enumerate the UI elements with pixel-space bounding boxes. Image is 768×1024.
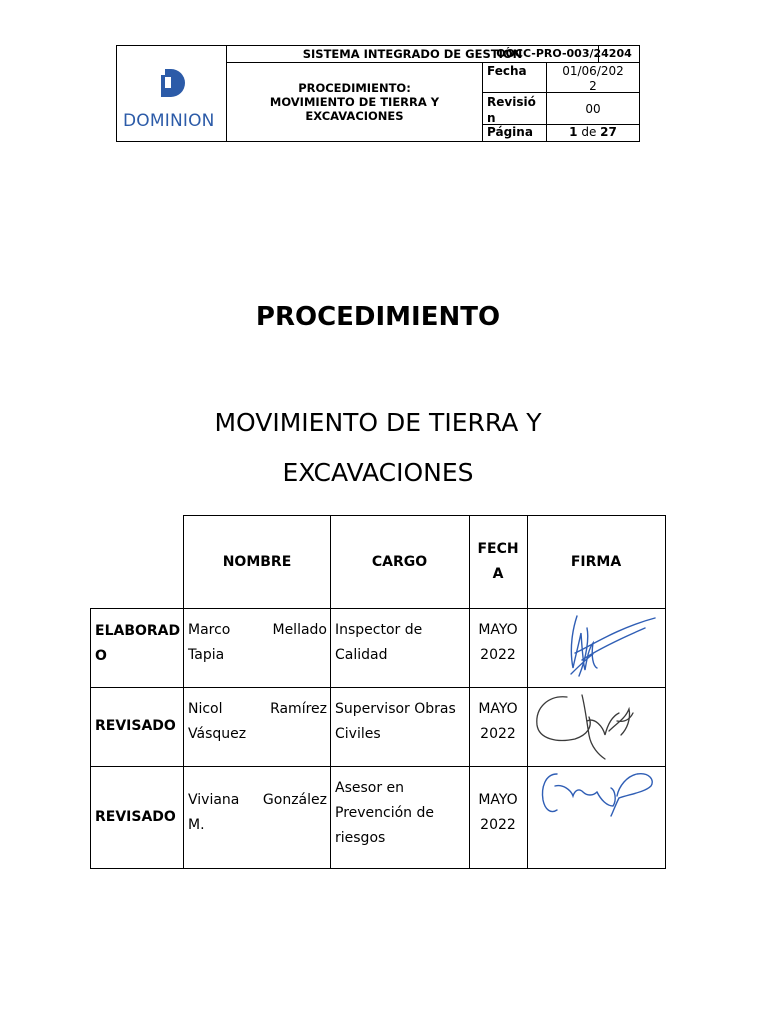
row1-cargo-cell <box>330 608 470 688</box>
pagina-value-cell <box>547 125 639 141</box>
header-fecha <box>469 516 527 608</box>
signature-1-icon <box>527 608 666 688</box>
signature-3-icon <box>527 766 666 869</box>
pagina-value <box>547 125 639 140</box>
row1-name-first: Marco <box>188 622 231 638</box>
fecha-value-line2: 2 <box>589 79 597 93</box>
header-fecha-cell <box>469 515 528 609</box>
row3-cargo-line1: Asesor en <box>335 780 405 796</box>
row2-name-cell <box>183 687 331 767</box>
row1-name-cell <box>183 608 331 688</box>
row3-name-last1: González <box>262 792 327 808</box>
row2-name-last1: Ramírez <box>270 701 327 717</box>
procedure-label: PROCEDIMIENTO: <box>298 81 411 95</box>
row1-year: 2022 <box>480 647 516 663</box>
fecha-label-cell <box>483 63 547 93</box>
fecha-label: Fecha <box>487 64 527 78</box>
header-cargo-cell <box>330 515 470 609</box>
row3-name-last2: M. <box>188 817 205 833</box>
row2-signature-cell <box>527 687 666 767</box>
revision-value: 00 <box>585 101 601 116</box>
row3-signature-cell <box>527 766 666 869</box>
row3-name-cell <box>183 766 331 869</box>
document-code: OOCC-PRO-003/24204 <box>496 47 632 60</box>
pagina-label-cell <box>483 125 547 141</box>
row3-cargo-line2: Prevención de <box>335 805 435 821</box>
document-subtitle-line2: EXCAVACIONES <box>282 458 474 487</box>
row3-cargo-cell <box>330 766 470 869</box>
header-cargo: CARGO <box>371 553 428 570</box>
header-firma-cell <box>527 515 666 609</box>
pagina-total: 27 <box>600 125 617 139</box>
company-logo-cell <box>117 46 227 141</box>
row1-role-cell <box>90 608 184 688</box>
row3-year: 2022 <box>480 817 516 833</box>
row3-date-cell <box>469 766 528 869</box>
row2-year: 2022 <box>480 726 516 742</box>
system-name: SISTEMA INTEGRADO DE GESTIÓN <box>227 46 599 63</box>
revision-value-cell <box>547 93 639 125</box>
row2-cargo-cell <box>330 687 470 767</box>
row1-name-last2: Tapia <box>188 647 225 663</box>
row2-name-last2: Vásquez <box>188 726 247 742</box>
fecha-value-line1: 01/06/202 <box>562 64 624 78</box>
row1-date-cell <box>469 608 528 688</box>
header-firma: FIRMA <box>570 553 622 570</box>
row2-name-line1 <box>188 697 327 722</box>
procedure-title-line2: EXCAVACIONES <box>305 109 404 123</box>
row2-role: REVISADO <box>95 718 176 734</box>
row3-name-line1 <box>188 788 327 813</box>
pagina-de: de <box>581 125 597 139</box>
row1-role-line1: ELABORAD <box>95 623 181 639</box>
revision-label-line1: Revisió <box>487 95 536 109</box>
procedure-title-line1: MOVIMIENTO DE TIERRA Y <box>269 95 440 109</box>
logo-wordmark: DOMINION <box>123 111 215 131</box>
document-subtitle <box>0 398 756 498</box>
row3-name-first: Viviana <box>188 792 240 808</box>
pagina-label: Página <box>487 125 533 139</box>
header-nombre: NOMBRE <box>222 553 292 570</box>
row1-cargo-line1: Inspector de <box>335 622 423 638</box>
row1-name-last1: Mellado <box>272 622 327 638</box>
row1-name-line1 <box>188 618 327 643</box>
signature-2-icon <box>527 687 666 767</box>
row2-cargo-line2: Civiles <box>335 726 381 742</box>
document-title: PROCEDIMIENTO <box>255 302 501 332</box>
header-fecha-line1: FECH <box>477 541 519 557</box>
row1-cargo-line2: Calidad <box>335 647 388 663</box>
row3-role: REVISADO <box>95 808 176 825</box>
header-fecha-line2: A <box>492 566 504 582</box>
approval-table <box>90 515 666 869</box>
row3-month: MAYO <box>478 792 518 808</box>
document-header-table <box>116 45 640 142</box>
row1-role-line2: O <box>95 648 107 664</box>
document-subtitle-line1: MOVIMIENTO DE TIERRA Y <box>214 408 542 437</box>
row1-signature-cell <box>527 608 666 688</box>
row2-name-first: Nicol <box>188 701 223 717</box>
row3-role-cell <box>90 766 184 869</box>
revision-label-cell <box>483 93 547 125</box>
row2-month: MAYO <box>478 701 518 717</box>
pagina-current: 1 <box>569 125 578 139</box>
header-nombre-cell <box>183 515 331 609</box>
row2-cargo-line1: Supervisor Obras <box>335 701 456 717</box>
row1-month: MAYO <box>478 622 518 638</box>
row3-cargo-line3: riesgos <box>335 830 386 846</box>
revision-label-line2: n <box>487 111 496 125</box>
row2-role-cell <box>90 687 184 767</box>
row2-date-cell <box>469 687 528 767</box>
procedure-title-cell <box>227 63 483 141</box>
fecha-value-cell <box>547 63 639 93</box>
